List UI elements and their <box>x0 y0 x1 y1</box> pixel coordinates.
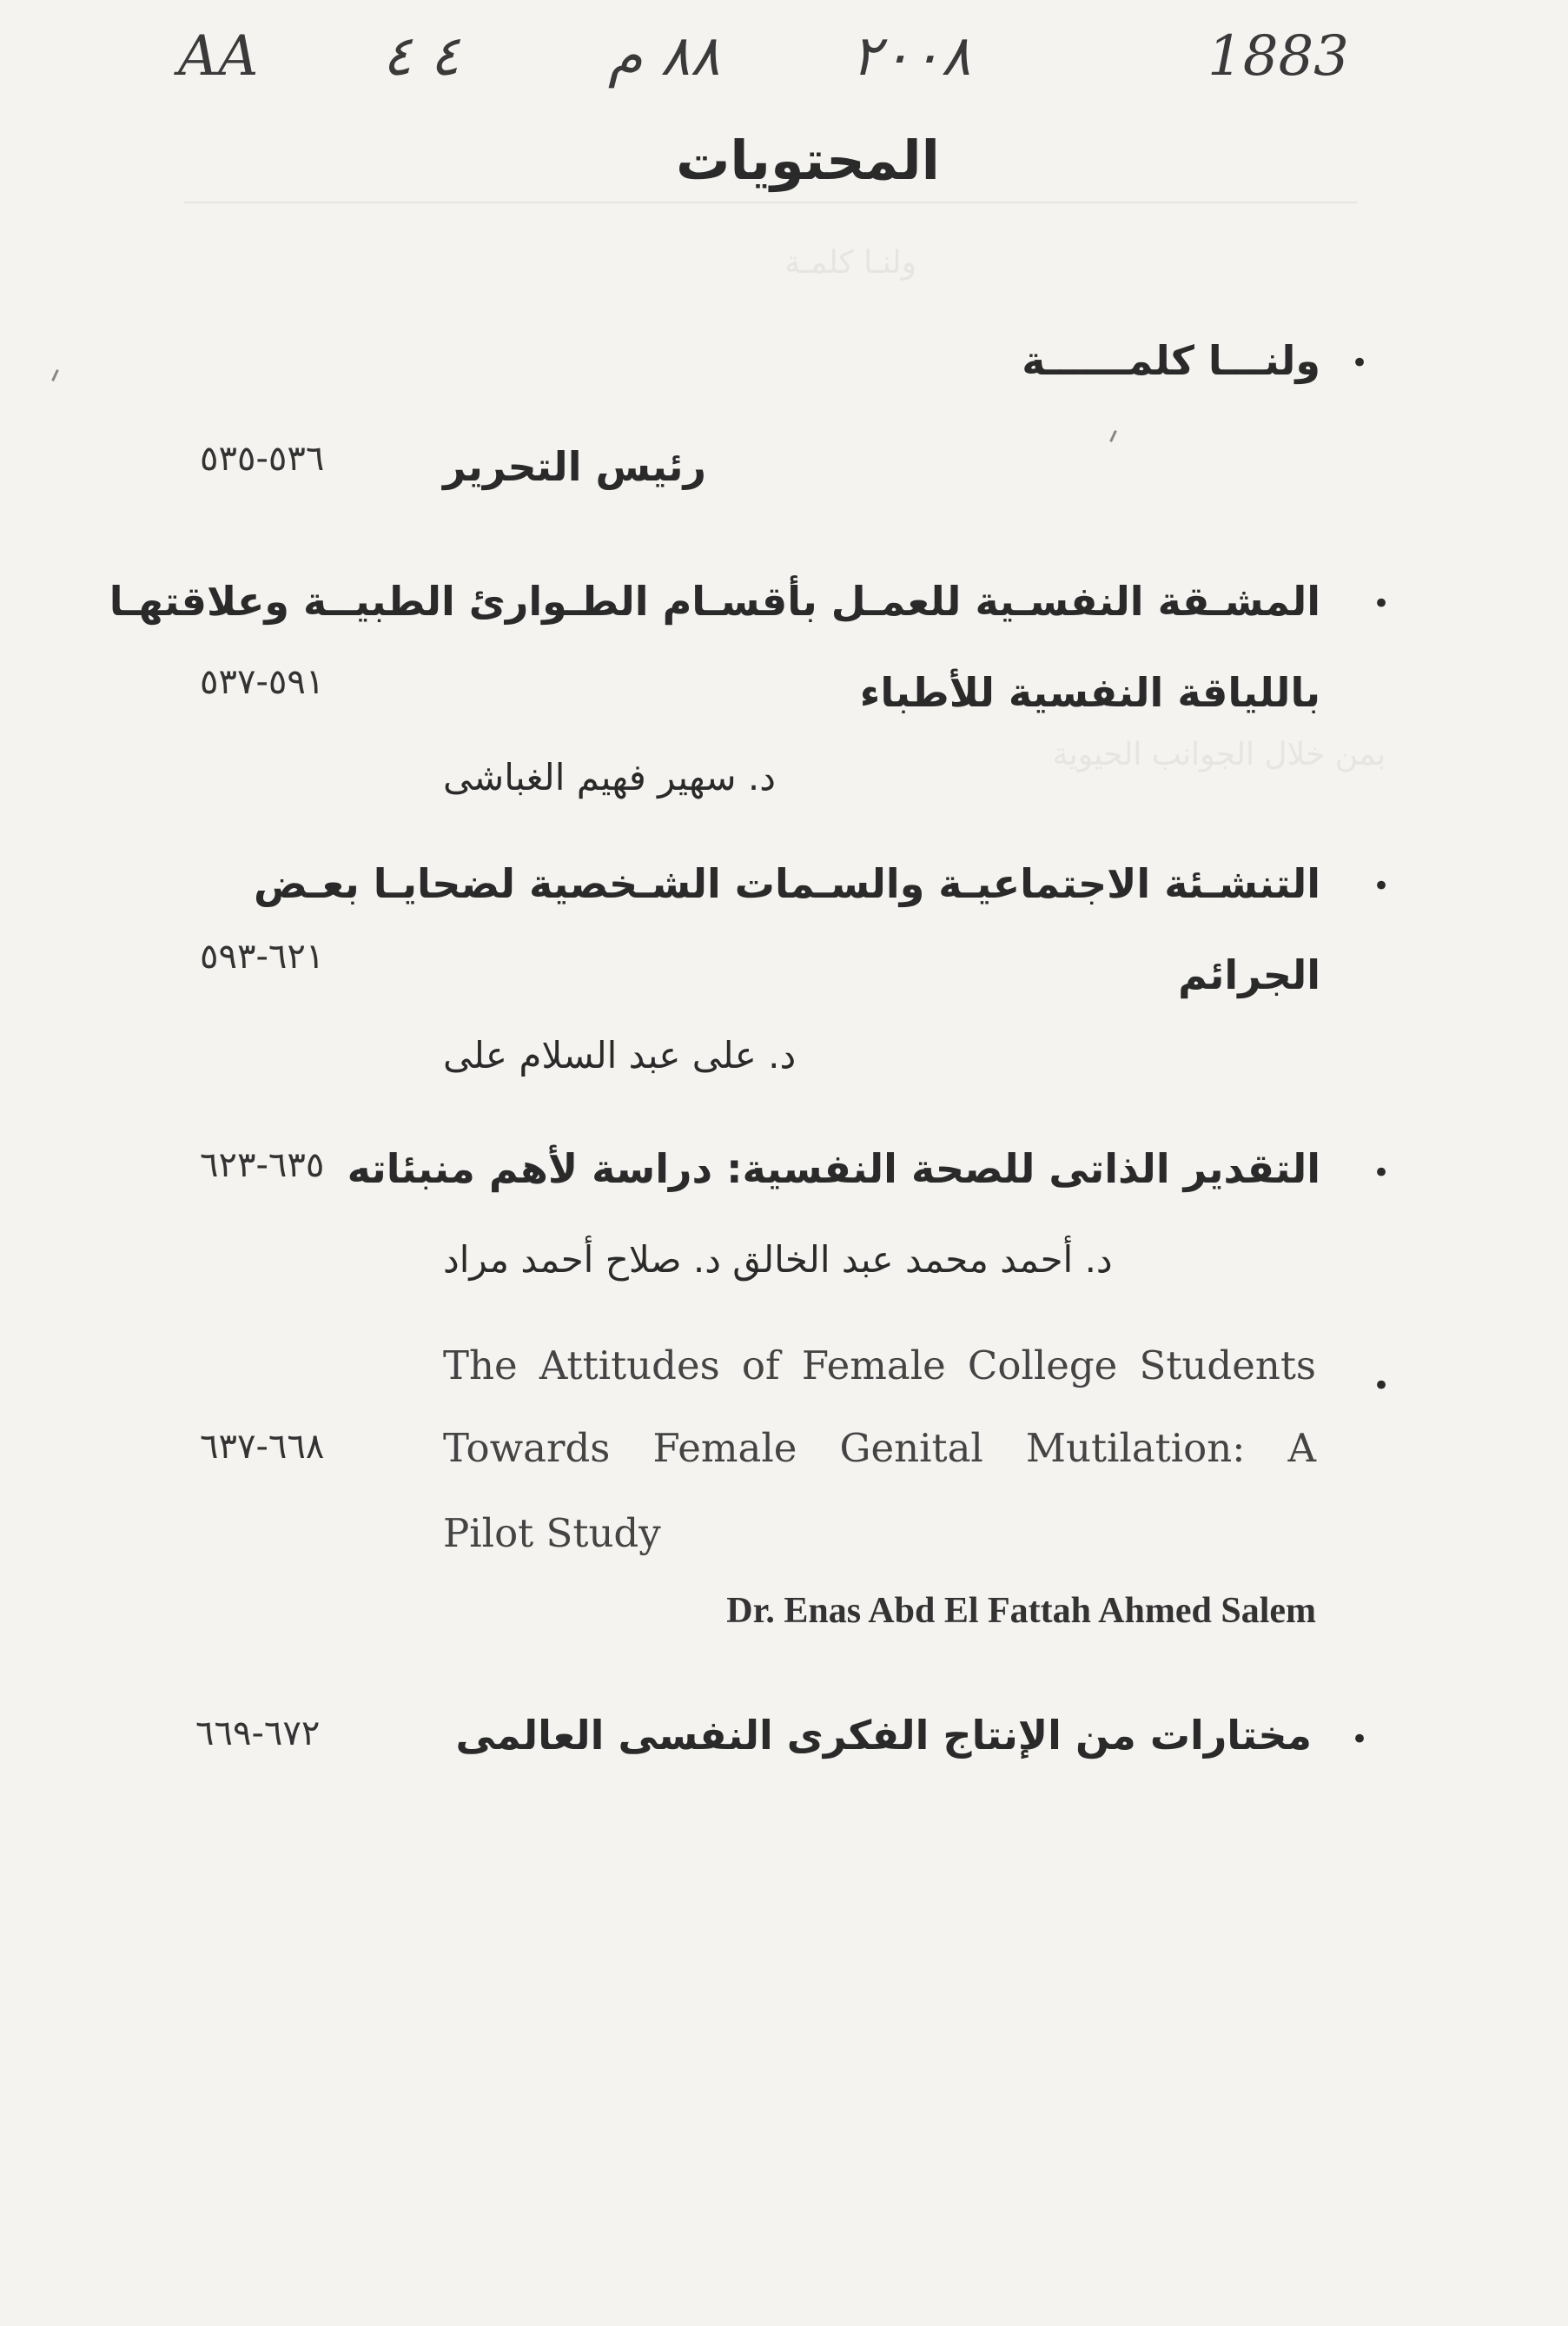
handwritten-note-1: ٤ ٤ <box>382 24 460 89</box>
handwritten-note-2: ٨٨ م <box>608 24 720 89</box>
entry-3-author: د. على عبد السلام على <box>443 1034 797 1077</box>
entry-2-title-line2: باللياقة النفسية للأطباء <box>859 669 1320 716</box>
bullet: • <box>1373 1368 1391 1403</box>
show-through-text-2: بمن خلال الجوانب الحيوية <box>1052 737 1386 772</box>
entry-5-author: Dr. Enas Abd El Fattah Ahmed Salem <box>726 1591 1316 1631</box>
entry-5-title-line1: The Attitudes of Female College Students <box>443 1342 1316 1388</box>
entry-1-subtitle: رئيس التحرير <box>443 443 707 490</box>
entry-5-pages: ٦٦٨-٦٣٧ <box>200 1427 325 1467</box>
entry-2-pages: ٥٩١-٥٣٧ <box>200 662 325 702</box>
entry-6-title: مختارات من الإنتاج الفكرى النفسى العالمى <box>455 1712 1312 1759</box>
handwritten-year: ٢٠٠٨ <box>851 24 971 89</box>
entry-5-title-line2: Towards Female Genital Mutilation: A <box>443 1425 1316 1471</box>
entry-4-author: د. أحمد محمد عبد الخالق د. صلاح أحمد مراد <box>443 1238 1113 1281</box>
scan-speck <box>51 369 59 381</box>
page-title: المحتويات <box>676 129 940 192</box>
title-divider <box>184 202 1357 203</box>
handwritten-number: 1883 <box>1207 24 1349 89</box>
entry-4-pages: ٦٣٥-٦٢٣ <box>200 1145 325 1185</box>
bullet: • <box>1373 586 1391 621</box>
entry-2-author: د. سهير فهيم الغباشى <box>443 756 776 799</box>
bullet: • <box>1351 346 1369 381</box>
show-through-text-1: ولنـا كلمـة <box>784 245 916 281</box>
entry-4-title: التقدير الذاتى للصحة النفسية: دراسة لأهم منبئاته <box>347 1145 1320 1192</box>
entry-2-title-line1: المشـقة النفسـية للعمـل بأقسـام الطـوارئ الطبيــة وعلاقتهـا <box>109 578 1320 625</box>
entry-5-title-line3: Pilot Study <box>443 1510 661 1556</box>
bullet: • <box>1351 1722 1369 1757</box>
entry-6-pages: ٦٧٢-٦٦٩ <box>195 1713 321 1753</box>
entry-3-title-line1: التنشـئة الاجتماعيـة والسـمات الشـخصية لضحايـا بعـض <box>254 860 1320 907</box>
entry-3-pages: ٦٢١-٥٩٣ <box>200 937 325 977</box>
handwritten-code: AA <box>178 24 259 89</box>
entry-3-title-line2: الجرائم <box>1178 951 1320 998</box>
entry-1-title: ولنـــا كلمــــــة <box>1022 337 1320 384</box>
entry-1-pages: ٥٣٦-٥٣٥ <box>200 439 325 479</box>
scan-speck <box>1109 430 1117 442</box>
bullet: • <box>1373 869 1391 904</box>
bullet: • <box>1373 1156 1391 1190</box>
